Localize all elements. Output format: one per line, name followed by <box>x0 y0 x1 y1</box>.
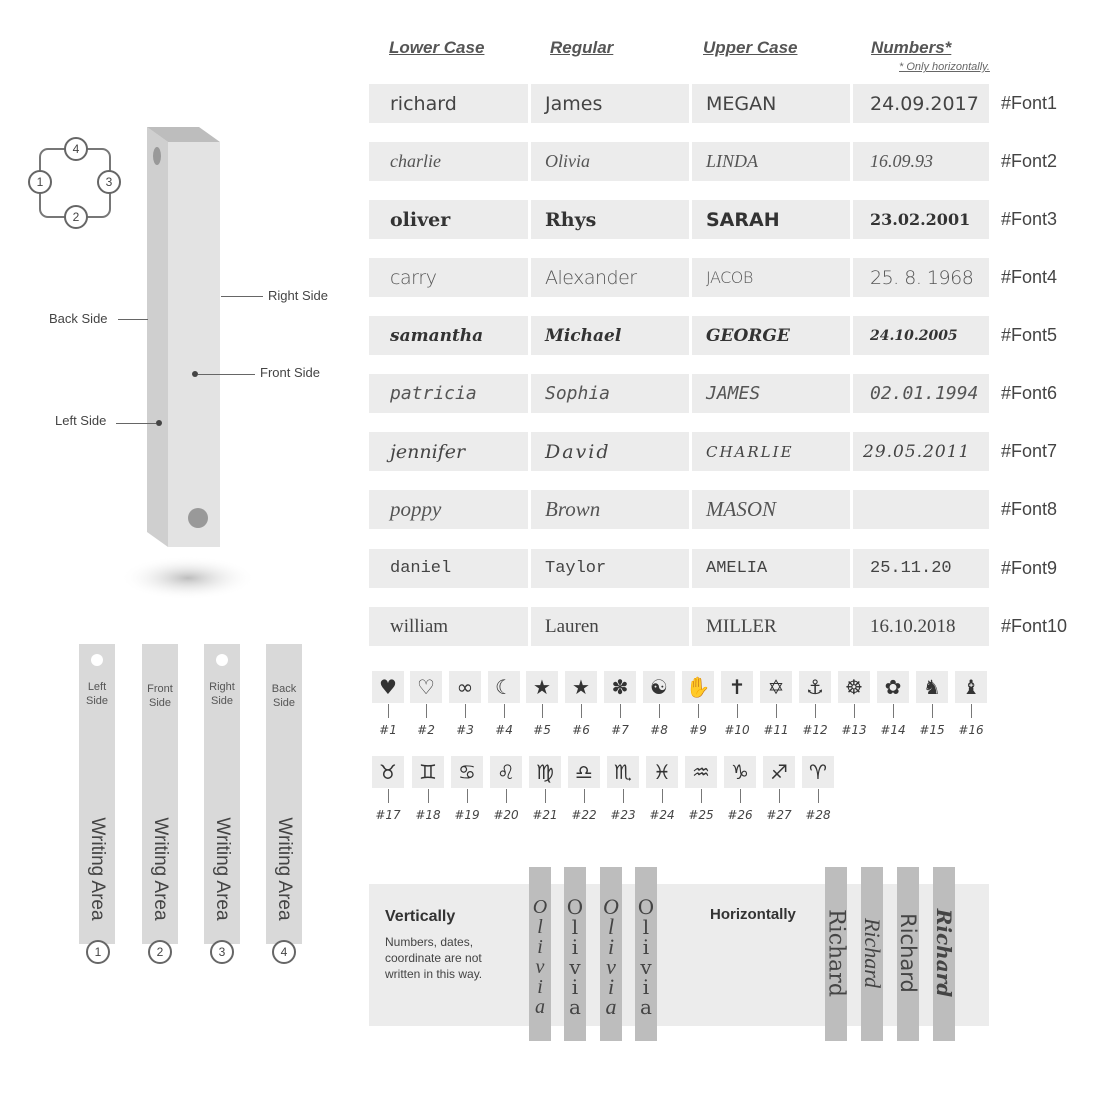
symbol-number-label: #27 <box>766 808 792 822</box>
symbol-number-label: #24 <box>649 808 675 822</box>
symbol-number-label: #19 <box>454 808 480 822</box>
font-row <box>369 200 1058 239</box>
font-tag: #Font6 <box>1001 383 1058 403</box>
cancer-icon: ♋ <box>451 756 483 788</box>
regular-sample: Michael <box>531 316 689 355</box>
dog-icon: ♞ <box>916 671 948 703</box>
vertical-sample-text: O l i v i a <box>637 895 655 1019</box>
leo-icon: ♌ <box>490 756 522 788</box>
symbol-number-label: #16 <box>958 723 984 737</box>
heart-icon: ♥ <box>372 671 404 703</box>
symbol-number-label: #5 <box>533 723 551 737</box>
regular-sample: Rhys <box>531 200 689 239</box>
pisces-icon: ♓ <box>646 756 678 788</box>
font-tag: #Font9 <box>1001 558 1058 578</box>
vertically-note: Numbers, dates, coordinate are not written in this way. <box>385 935 483 981</box>
font-tag: #Font7 <box>1001 441 1058 461</box>
lower-case-sample: charlie <box>369 142 528 181</box>
writing-area-label: Writing Area <box>212 817 233 921</box>
strip-number: 4 <box>272 940 296 964</box>
lower-case-sample: poppy <box>369 490 528 529</box>
font-tag: #Font8 <box>1001 499 1058 519</box>
upper-case-sample: CHARLIE <box>692 432 850 471</box>
symbol-number-label: #25 <box>688 808 714 822</box>
sagittarius-icon: ♐ <box>763 756 795 788</box>
star-of-david-icon: ✡ <box>760 671 792 703</box>
paw-icon: ✽ <box>604 671 636 703</box>
star-icon: ★ <box>526 671 558 703</box>
symbol-number-label: #8 <box>650 723 668 737</box>
regular-sample: Brown <box>531 490 689 529</box>
face-number-3: 3 <box>97 170 121 194</box>
scorpio-icon: ♏ <box>607 756 639 788</box>
number-sample: 02.01.1994 <box>853 374 989 413</box>
strip-number: 3 <box>210 940 234 964</box>
vertical-sample-strip <box>635 867 657 1041</box>
gemini-icon: ♊ <box>412 756 444 788</box>
aquarius-icon: ♒ <box>685 756 717 788</box>
symbol-number-label: #18 <box>415 808 441 822</box>
font-tag: #Font5 <box>1001 325 1058 345</box>
face-number-4: 4 <box>64 137 88 161</box>
lower-case-sample: samantha <box>369 316 528 355</box>
taurus-icon: ♉ <box>372 756 404 788</box>
lower-case-sample: richard <box>369 84 528 123</box>
yin-yang-icon: ☯ <box>643 671 675 703</box>
font-row <box>369 316 1058 355</box>
font-tag: #Font3 <box>1001 209 1058 229</box>
symbol-number-label: #3 <box>456 723 474 737</box>
number-sample: 16.10.2018 <box>853 607 989 646</box>
left-side-label: Left Side <box>55 413 107 428</box>
vertical-sample-text: O l i v i a <box>603 894 619 1019</box>
symbol-number-label: #14 <box>880 723 906 737</box>
lotus-icon: ✿ <box>877 671 909 703</box>
symbol-number-label: #1 <box>379 723 397 737</box>
strip-number: 1 <box>86 940 110 964</box>
vertical-sample-strip <box>600 867 622 1041</box>
number-sample: 24.09.2017 <box>853 84 989 123</box>
strip-side-label: Left Side <box>85 681 109 707</box>
symbol-number-label: #6 <box>572 723 590 737</box>
symbol-number-label: #9 <box>689 723 707 737</box>
libra-icon: ♎ <box>568 756 600 788</box>
horizontal-sample-text: Richard <box>860 917 885 989</box>
number-sample: 29.05.2011 <box>853 432 989 471</box>
horizontal-sample-strip <box>861 867 883 1041</box>
lower-case-sample: daniel <box>369 549 528 588</box>
font-row <box>369 432 1058 471</box>
strip-side-label: Right Side <box>209 681 235 707</box>
moon-icon: ☾ <box>488 671 520 703</box>
lower-case-sample: carry <box>369 258 528 297</box>
heart-outline-icon: ♡ <box>410 671 442 703</box>
symbol-number-label: #22 <box>571 808 597 822</box>
symbol-number-label: #21 <box>532 808 558 822</box>
strip-front-side <box>142 644 178 944</box>
symbol-number-label: #26 <box>727 808 753 822</box>
numbers-note: * Only horizontally. <box>899 61 990 73</box>
horizontal-sample-strip <box>897 867 919 1041</box>
font-tag: #Font4 <box>1001 267 1058 287</box>
number-sample: 24.10.2005 <box>853 316 989 355</box>
number-sample: 25.11.20 <box>853 549 989 588</box>
strip-left-side <box>79 644 115 944</box>
header-numbers: Numbers* <box>871 38 952 57</box>
pendant-bar-illustration <box>110 120 260 610</box>
strip-back-side <box>266 644 302 944</box>
lower-case-sample: jennifer <box>369 432 528 471</box>
front-side-label: Front Side <box>260 365 320 380</box>
upper-case-sample: AMELIA <box>692 549 850 588</box>
anchor-icon: ⚓ <box>799 671 831 703</box>
font-row <box>369 142 1058 181</box>
upper-case-sample: JACOB <box>692 258 850 297</box>
number-sample: 23.02.2001 <box>853 200 989 239</box>
lower-case-sample: oliver <box>369 200 528 239</box>
header-upper-case: Upper Case <box>703 38 798 57</box>
infinity-icon: ∞ <box>449 671 481 703</box>
helm-icon: ☸ <box>838 671 870 703</box>
regular-sample: Alexander <box>531 258 689 297</box>
font-tag: #Font10 <box>1001 616 1068 636</box>
cat-icon: ♝ <box>955 671 987 703</box>
number-sample <box>853 490 989 529</box>
upper-case-sample: GEORGE <box>692 316 850 355</box>
font-tag: #Font2 <box>1001 151 1058 171</box>
upper-case-sample: MILLER <box>692 607 850 646</box>
horizontal-sample-text: Richard <box>896 913 920 993</box>
lower-case-sample: patricia <box>369 374 528 413</box>
upper-case-sample: LINDA <box>692 142 850 181</box>
horizontally-title: Horizontally <box>710 906 796 923</box>
aries-icon: ♈ <box>802 756 834 788</box>
cross-icon: ✝ <box>721 671 753 703</box>
horizontal-sample-text: Richard <box>823 909 849 997</box>
number-sample: 25. 8. 1968 <box>853 258 989 297</box>
capricorn-icon: ♑ <box>724 756 756 788</box>
upper-case-sample: SARAH <box>692 200 850 239</box>
font-row <box>369 84 1058 123</box>
star-solid-icon: ★ <box>565 671 597 703</box>
strip-right-side <box>204 644 240 944</box>
upper-case-sample: MASON <box>692 490 850 529</box>
vertical-sample-strip <box>529 867 551 1041</box>
symbol-number-label: #12 <box>802 723 828 737</box>
face-number-2: 2 <box>64 205 88 229</box>
lower-case-sample: william <box>369 607 528 646</box>
symbol-number-label: #4 <box>495 723 513 737</box>
symbol-number-label: #20 <box>493 808 519 822</box>
strip-side-label: Back Side <box>271 683 297 709</box>
symbol-number-label: #2 <box>417 723 435 737</box>
vertically-title: Vertically <box>385 908 456 925</box>
number-sample: 16.09.93 <box>853 142 989 181</box>
font-row <box>369 607 1068 646</box>
regular-sample: Taylor <box>531 549 689 588</box>
symbol-number-label: #15 <box>919 723 945 737</box>
font-row <box>369 490 1058 529</box>
upper-case-sample: MEGAN <box>692 84 850 123</box>
face-number-1: 1 <box>28 170 52 194</box>
virgo-icon: ♍ <box>529 756 561 788</box>
back-side-label: Back Side <box>49 311 108 326</box>
upper-case-sample: JAMES <box>692 374 850 413</box>
symbol-number-label: #7 <box>611 723 629 737</box>
horizontal-sample-strip <box>933 867 955 1041</box>
writing-area-label: Writing Area <box>274 817 295 921</box>
symbol-number-label: #28 <box>805 808 831 822</box>
regular-sample: David <box>531 432 689 471</box>
regular-sample: Olivia <box>531 142 689 181</box>
symbol-number-label: #10 <box>724 723 750 737</box>
right-side-label: Right Side <box>268 288 328 303</box>
vertical-sample-text: O l i v i a <box>566 895 584 1019</box>
font-row <box>369 258 1058 297</box>
horizontal-sample-text: Richard <box>932 908 956 998</box>
writing-area-label: Writing Area <box>87 817 108 921</box>
symbol-number-label: #11 <box>763 723 789 737</box>
header-regular: Regular <box>550 38 614 57</box>
strip-number: 2 <box>148 940 172 964</box>
symbol-number-label: #23 <box>610 808 636 822</box>
regular-sample: Lauren <box>531 607 689 646</box>
hamsa-icon: ✋ <box>682 671 714 703</box>
regular-sample: James <box>531 84 689 123</box>
symbol-number-label: #13 <box>841 723 867 737</box>
header-lower-case: Lower Case <box>389 38 485 57</box>
font-row <box>369 549 1058 588</box>
font-row <box>369 374 1058 413</box>
writing-area-label: Writing Area <box>150 817 171 921</box>
symbol-number-label: #17 <box>375 808 401 822</box>
vertical-sample-text: O l i v i a <box>532 896 548 1018</box>
horizontal-sample-strip <box>825 867 847 1041</box>
vertical-sample-strip <box>564 867 586 1041</box>
strip-side-label: Front Side <box>147 683 173 709</box>
regular-sample: Sophia <box>531 374 689 413</box>
font-tag: #Font1 <box>1001 93 1058 113</box>
